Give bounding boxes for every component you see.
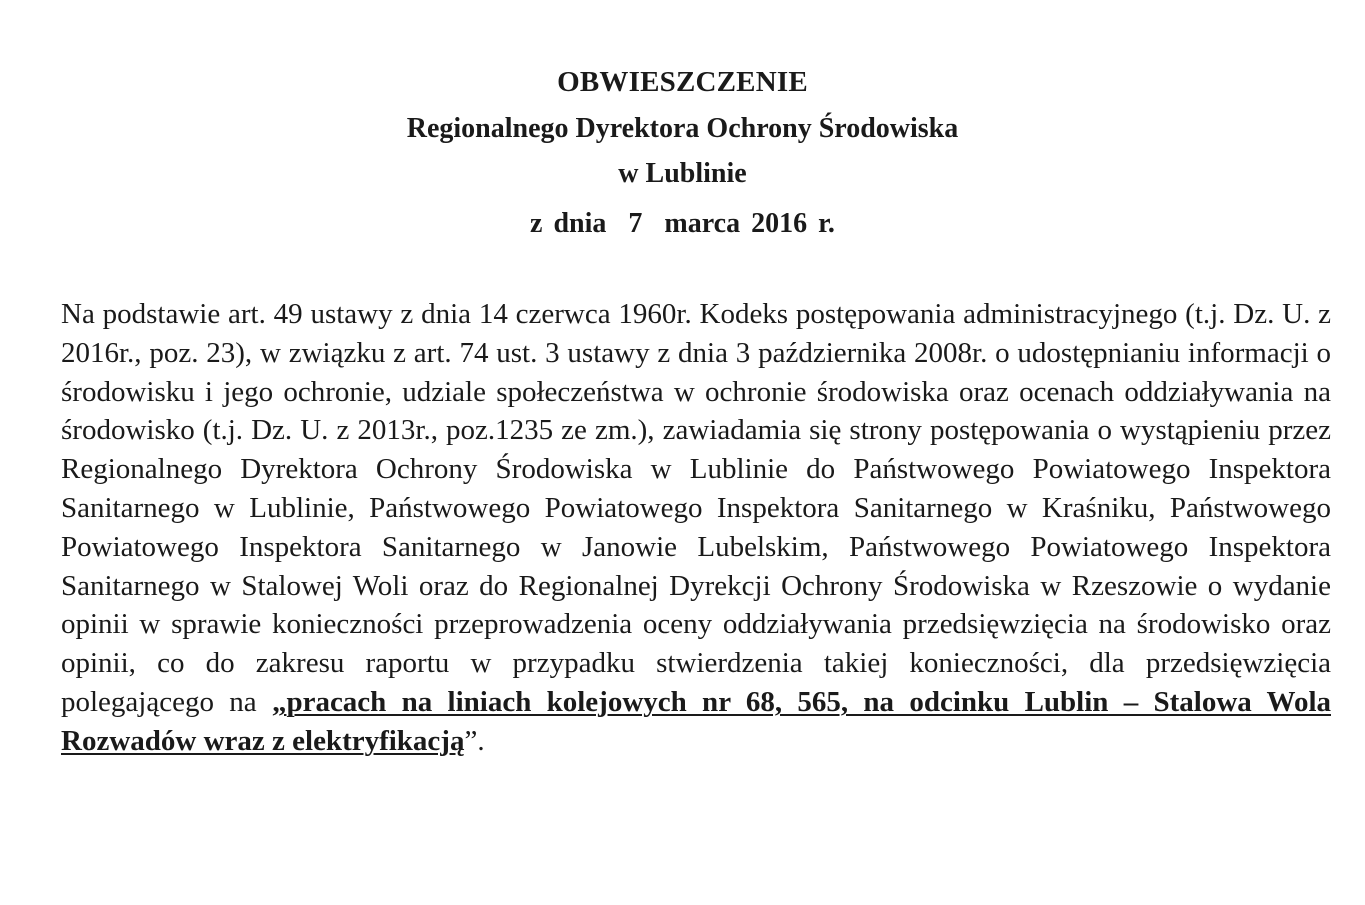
- notice-issuer: Regionalnego Dyrektora Ochrony Środowiska: [406, 113, 959, 144]
- notice-title: OBWIESZCZENIE: [557, 66, 808, 98]
- notice-body: [61, 295, 1331, 761]
- project-quote-close: ”.: [464, 724, 485, 757]
- project-name-text: pracach na liniach kolejowych nr 68, 565, na odcinku Lublin – Stalowa Wola Rozwadów wraz z elektryfikacją: [61, 685, 1331, 757]
- notice-location: w Lublinie: [618, 158, 747, 189]
- notice-body-intro: Na podstawie art. 49 ustawy z dnia 14 czerwca 1960r. Kodeks postępowania administracyjnego (t.j. Dz. U. z 2016r., poz. 23), w związku z art. 74 ust. 3 ustawy z dnia 3 października 2008r. o udostępnianiu informacji o środowisku i jego ochronie, udziale społeczeństwa w ochronie środowiska oraz ocenach oddziaływania na środowisko (t.j. Dz. U. z 2013r., poz.1235 ze zm.), zawiadamia się strony postępowania o wystąpieniu przez Regionalnego Dyrektora Ochrony Środowiska w Lublinie do Państwowego Powiatowego Inspektora Sanitarnego w Lublinie, Państwowego Powiatowego Inspektora Sanitarnego w Kraśniku, Państwowego Powiatowego Inspektora Sanitarnego w Janowie Lubelskim, Państwowego Powiatowego Inspektora Sanitarnego w Stalowej Woli oraz do Regionalnej Dyrekcji Ochrony Środowiska w Rzeszowie o wydanie opinii w sprawie konieczności przeprowadzenia oceny oddziaływania przedsięwzięcia na środowisko oraz opinii, co do zakresu raportu w przypadku stwierdzenia takiej konieczności, dla przedsięwzięcia polegającego na: [61, 298, 1331, 718]
- project-quote-open: „: [271, 685, 287, 718]
- notice-date: z dnia 7 marca 2016 r.: [530, 208, 835, 239]
